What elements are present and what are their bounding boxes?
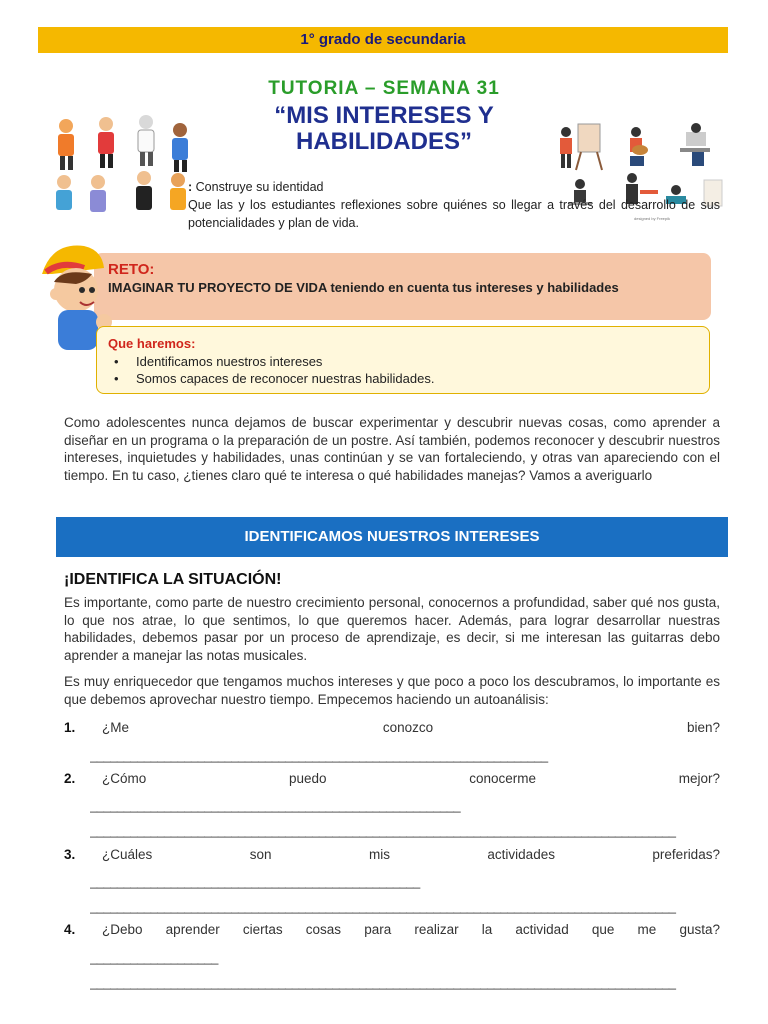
grade-banner: 1° grado de secundaria [38,27,728,53]
question-word: ¿Cuáles [102,847,153,862]
answer-line[interactable]: _______________________________________________________________________________________ [90,899,676,914]
question-word: cosas [305,922,342,937]
situation-paragraph-1: Es importante, como parte de nuestro crecimiento personal, conocernos a profundidad, saber qué nos gusta, lo que nos atrae, lo que sentimos, lo que queremos hacer. Además, para lograr desarrollar nuestras habilidades, debemos pasar por un proceso de aprendizaje, es decir, si me interesan las guitarras debo aprender a manejar las notas musicales. [64,595,720,663]
question-text [102,847,720,862]
question-2 [64,771,720,786]
question-word: mis [368,847,390,862]
competencia-text: Que las y los estudiantes reflexiones sobre quiénes so llegar a través del desarrollo de sus potencialidades y plan de vida. [188,198,720,230]
question-text [102,922,720,937]
question-word: para [364,922,392,937]
answer-line[interactable]: _______________________________________________________ [90,798,461,813]
haremos-label: Que haremos: [108,336,196,351]
question-word: conozco [382,720,434,735]
competencia-value: Construye su identidad [192,180,324,194]
question-number: 2. [64,771,76,786]
answer-line[interactable]: _______________________________________________________________________________________ [90,823,676,838]
question-word: la [481,922,493,937]
image-credit: designed by Freepik [634,216,671,221]
question-word: ¿Me [102,720,129,735]
question-word: puedo [288,771,327,786]
question-word: ¿Cómo [102,771,147,786]
situation-title: ¡IDENTIFICA LA SITUACIÓN! [64,571,282,588]
question-word: aprender [165,922,220,937]
question-number: 4. [64,922,76,937]
reto-text: IMAGINAR TU PROYECTO DE VIDA teniendo en cuenta tus intereses y habilidades [108,280,619,295]
question-word: actividades [487,847,555,862]
haremos-list [110,353,434,387]
competencia-block [188,178,720,232]
question-word: son [249,847,272,862]
reto-label: RETO: [108,261,155,278]
subtitle-line-1: “MIS INTERESES Y [274,102,494,129]
question-text [102,771,720,786]
question-1 [64,720,720,735]
answer-line[interactable]: ____________________________________________________________________ [90,748,548,763]
question-word: actividad [515,922,569,937]
question-number: 3. [64,847,76,862]
haremos-item: • Somos capaces de reconocer nuestras habilidades. [110,370,434,387]
question-word: conocerme [469,771,537,786]
question-word: mejor? [678,771,720,786]
question-word: me [637,922,657,937]
question-word: ¿Debo [102,922,143,937]
children-illustration [48,112,198,220]
question-text [102,720,720,735]
question-4 [64,922,720,937]
question-word: bien? [686,720,720,735]
page-title: TUTORIA – SEMANA 31 [268,78,500,99]
haremos-item: • Identificamos nuestros intereses [110,353,434,370]
situation-paragraph-2: Es muy enriquecedor que tengamos muchos intereses y que poco a poco los descubramos, lo importante es que debemos aprovechar nuestro tiempo. Empecemos haciendo un autoanálisis: [64,674,720,707]
question-word: que [591,922,615,937]
question-word: gusta? [679,922,720,937]
section-header: IDENTIFICAMOS NUESTROS INTERESES [56,517,728,557]
competencia-label: : [188,180,193,194]
answer-line[interactable]: _________________________________________________ [90,874,420,889]
subtitle-line-2: HABILIDADES” [295,128,472,155]
question-number: 1. [64,720,76,735]
answer-line[interactable]: ___________________ [90,950,218,965]
question-word: realizar [414,922,459,937]
question-word: ciertas [242,922,283,937]
question-3 [64,847,720,862]
intro-paragraph: Como adolescentes nunca dejamos de buscar experimentar y descubrir nuevas cosas, como aprender a diseñar en un programa o la preparación de un postre. Así también, podemos reconocer y descubrir nuestros intereses, inquietudes y habilidades, unas continúan y se van fortaleciendo, y otras van apareciendo con el tiempo. En tu caso, ¿tienes claro qué te interesa o qué habilidades manejas? Vamos a averiguarlo [64,415,720,483]
answer-line[interactable]: _______________________________________________________________________________________ [90,975,676,990]
question-word: preferidas? [652,847,720,862]
